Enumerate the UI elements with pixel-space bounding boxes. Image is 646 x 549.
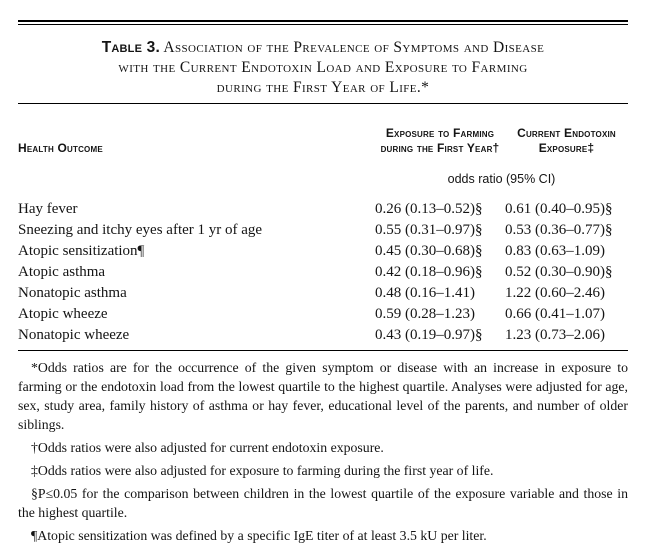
farming-odds-ratio-cell: 0.26 (0.13–0.52)§ bbox=[375, 201, 483, 217]
endotoxin-odds-ratio-cell: 0.53 (0.36–0.77)§ bbox=[505, 222, 613, 238]
table-rows bbox=[18, 199, 628, 346]
units-subheader-row bbox=[18, 172, 628, 187]
outcome-cell: Atopic wheeze bbox=[18, 306, 108, 322]
farming-odds-ratio-cell: 0.45 (0.30–0.68)§ bbox=[375, 243, 483, 259]
outcome-cell: Nonatopic wheeze bbox=[18, 327, 130, 343]
table-row bbox=[18, 241, 628, 262]
column-header-endotoxin-line1: Current Endotoxin bbox=[517, 126, 616, 140]
title-line-2: with the Current Endotoxin Load and Exposure to Farming bbox=[118, 59, 528, 76]
farming-odds-ratio-cell: 0.59 (0.28–1.23) bbox=[375, 306, 475, 322]
endotoxin-odds-ratio-cell: 0.83 (0.63–1.09) bbox=[505, 243, 605, 259]
column-header-health-outcome: Health Outcome bbox=[18, 141, 103, 155]
table-column-headers bbox=[18, 126, 628, 156]
endotoxin-odds-ratio-cell: 0.52 (0.30–0.90)§ bbox=[505, 264, 613, 280]
outcome-cell: Nonatopic asthma bbox=[18, 285, 127, 301]
column-header-farming-exposure bbox=[375, 126, 505, 156]
table-row bbox=[18, 325, 628, 346]
footnote: ¶Atopic sensitization was defined by a specific IgE titer of at least 3.5 kU per liter. bbox=[31, 528, 487, 543]
table-row bbox=[18, 220, 628, 241]
top-double-rule bbox=[18, 20, 628, 25]
table-number-label: Table 3. bbox=[101, 39, 160, 56]
footnote: *Odds ratios are for the occurrence of the given symptom or disease with an increase in exposure to farming or the endotoxin load from the lowest quartile to the highest quartile. Analyses were adjusted for age, sex, study area, family history of asthma or hay fever, educational level of the parents, and number of older siblings. bbox=[18, 360, 628, 432]
outcome-cell: Atopic asthma bbox=[18, 264, 106, 280]
table-row bbox=[18, 199, 628, 220]
title-line-1 bbox=[18, 38, 628, 58]
column-header-farming-line1: Exposure to Farming bbox=[385, 126, 495, 140]
footnote: †Odds ratios were also adjusted for current endotoxin exposure. bbox=[31, 440, 384, 455]
column-header-endotoxin-line2: Exposure‡ bbox=[538, 141, 595, 155]
table-title bbox=[18, 38, 628, 98]
title-line-3: during the First Year of Life.* bbox=[216, 79, 430, 96]
farming-odds-ratio-cell: 0.43 (0.19–0.97)§ bbox=[375, 327, 483, 343]
outcome-cell: Atopic sensitization¶ bbox=[18, 243, 145, 259]
title-line-1-text: Association of the Prevalence of Symptoms and Disease bbox=[159, 39, 545, 56]
column-header-farming-line2: during the First Year† bbox=[380, 141, 500, 155]
footnote: ‡Odds ratios were also adjusted for exposure to farming during the first year of life. bbox=[31, 463, 494, 478]
endotoxin-odds-ratio-cell: 1.23 (0.73–2.06) bbox=[505, 327, 605, 343]
table-row bbox=[18, 304, 628, 325]
farming-odds-ratio-cell: 0.55 (0.31–0.97)§ bbox=[375, 222, 483, 238]
farming-odds-ratio-cell: 0.48 (0.16–1.41) bbox=[375, 285, 475, 301]
title-divider-rule bbox=[18, 103, 628, 104]
footnote: §P≤0.05 for the comparison between children in the lowest quartile of the exposure variable and those in the highest quartile. bbox=[18, 486, 628, 520]
outcome-cell: Sneezing and itchy eyes after 1 yr of age bbox=[18, 222, 263, 238]
table-row bbox=[18, 283, 628, 304]
column-header-endotoxin-exposure bbox=[505, 126, 628, 156]
endotoxin-odds-ratio-cell: 0.66 (0.41–1.07) bbox=[505, 306, 605, 322]
endotoxin-odds-ratio-cell: 1.22 (0.60–2.46) bbox=[505, 285, 605, 301]
endotoxin-odds-ratio-cell: 0.61 (0.40–0.95)§ bbox=[505, 201, 613, 217]
footnotes bbox=[18, 351, 628, 545]
table-row bbox=[18, 262, 628, 283]
outcome-cell: Hay fever bbox=[18, 201, 78, 217]
units-subheader: odds ratio (95% CI) bbox=[447, 172, 556, 186]
farming-odds-ratio-cell: 0.42 (0.18–0.96)§ bbox=[375, 264, 483, 280]
